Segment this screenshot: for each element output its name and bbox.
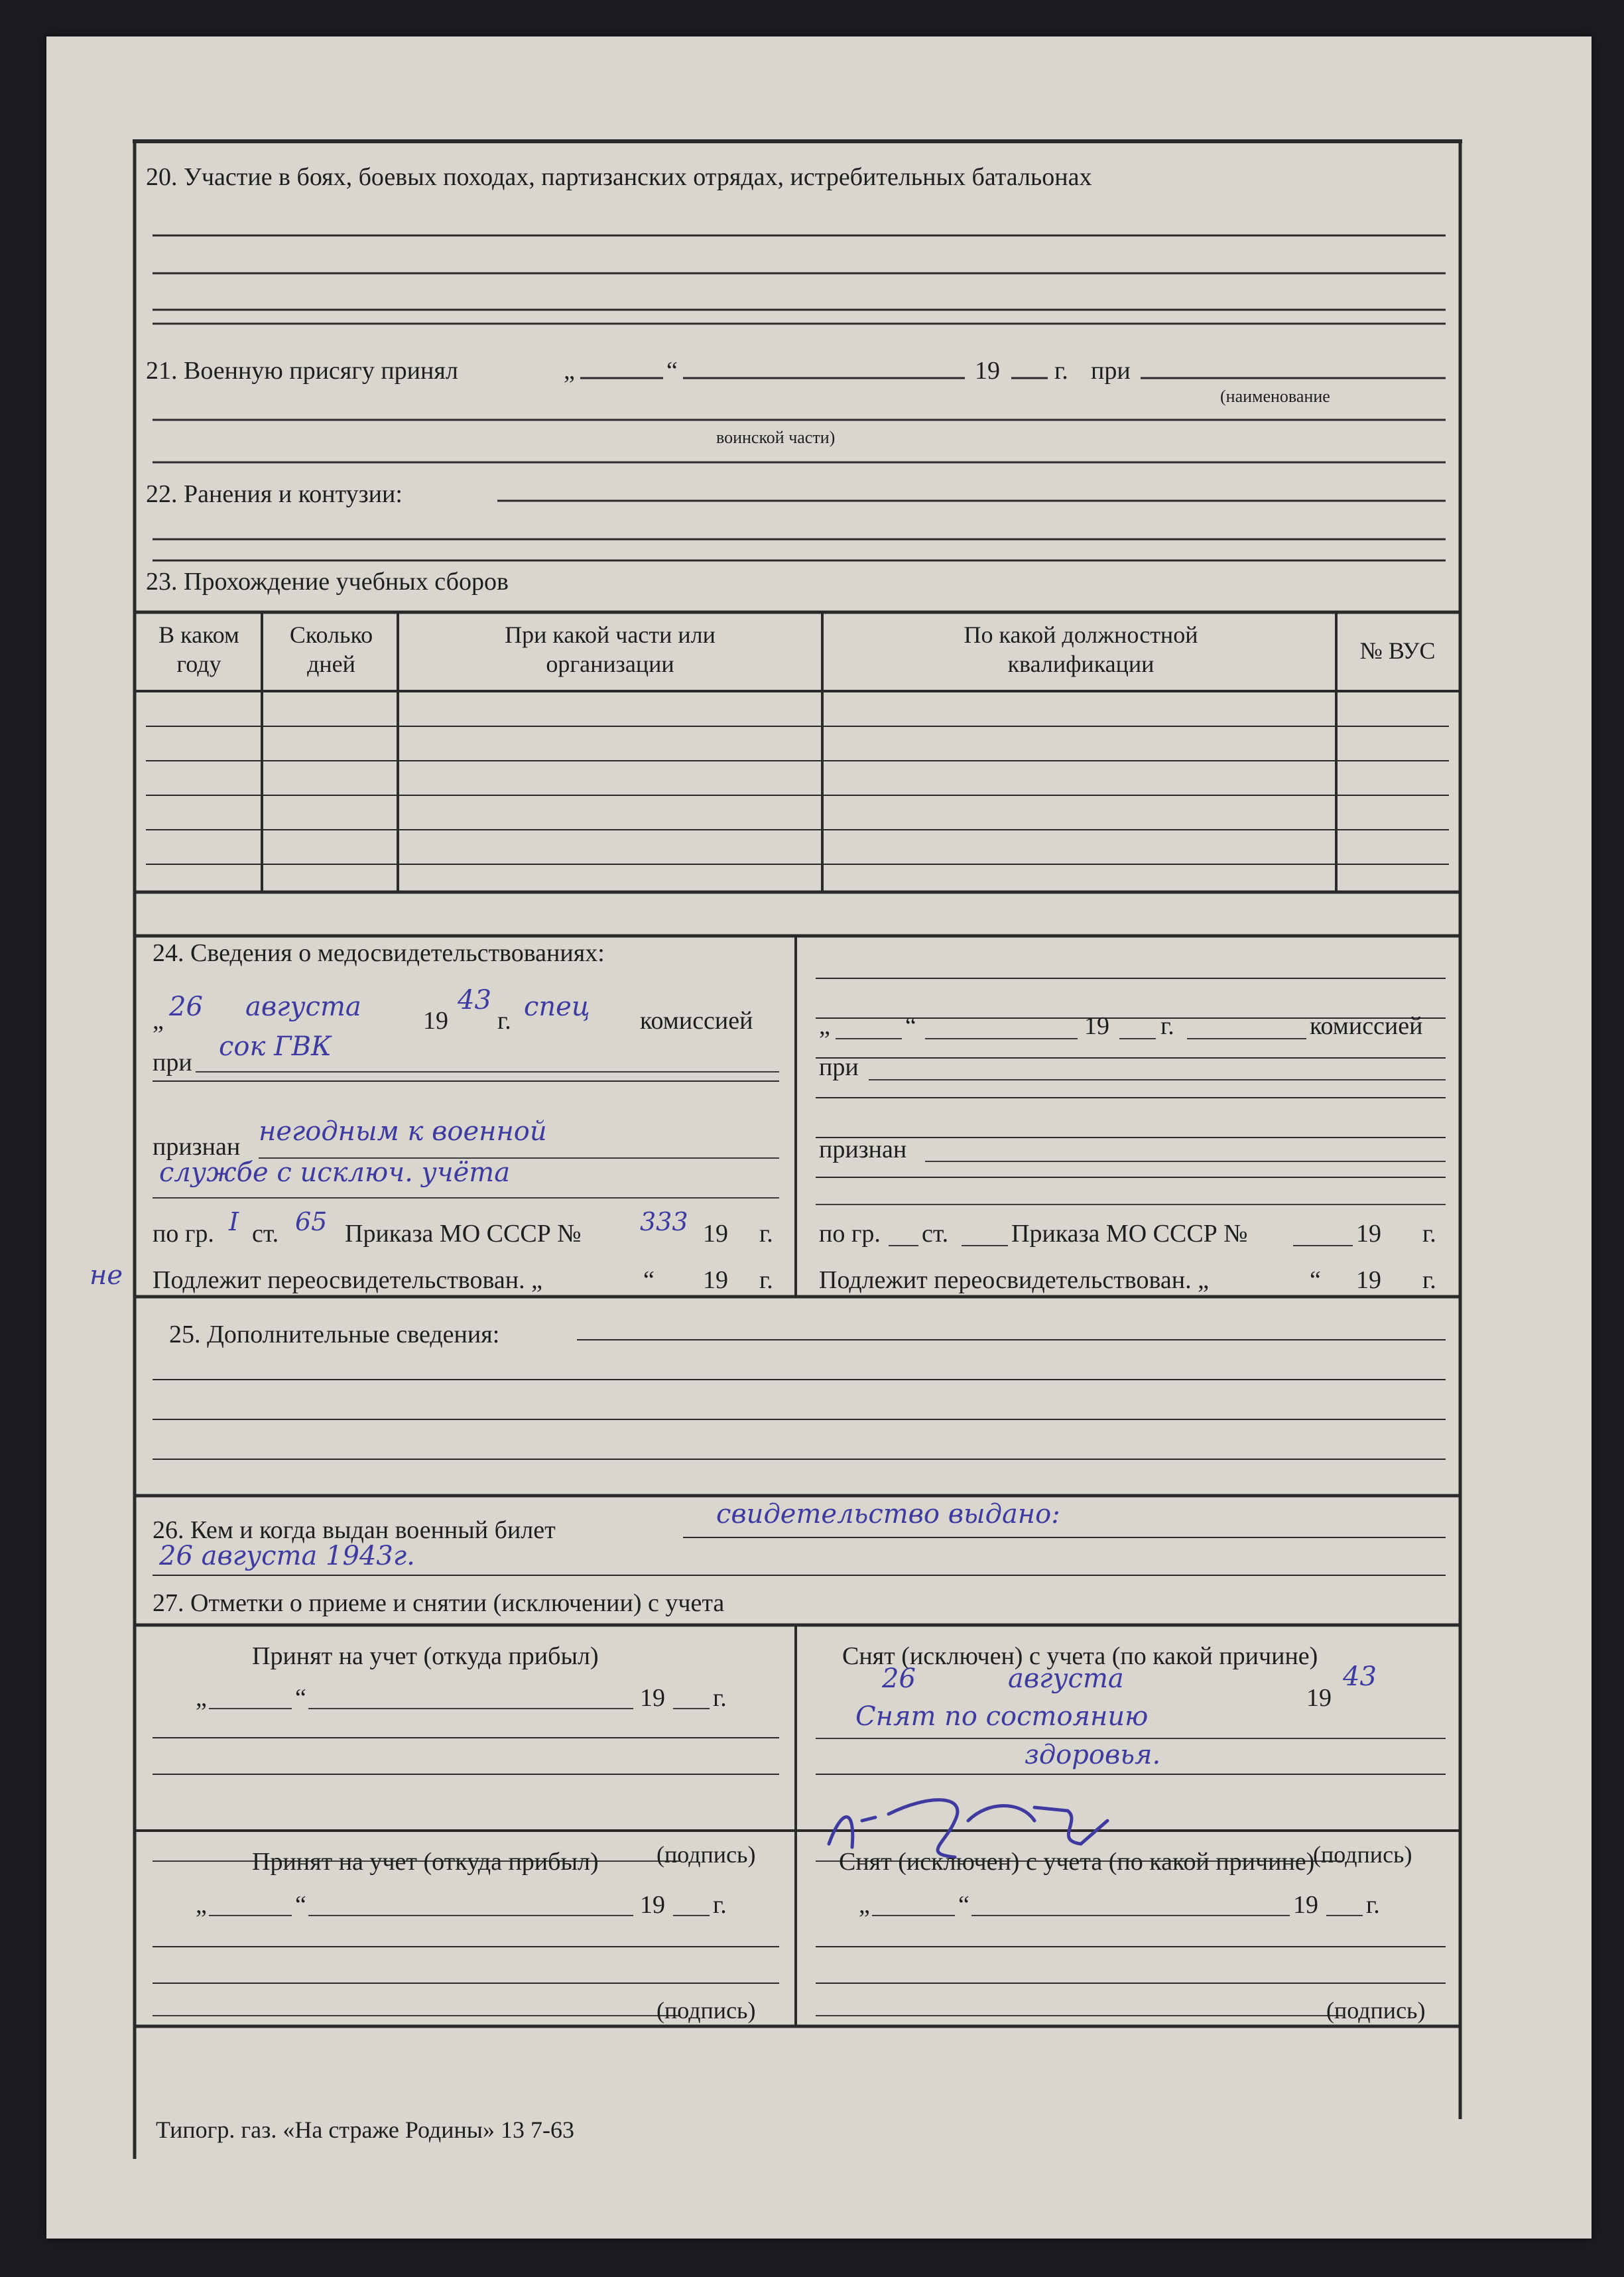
med2-order-year: 19 [1356,1220,1381,1248]
med-pri-value: сок ГВК [219,1031,332,1062]
accept-title-1: Принят на учет (откуда прибыл) [252,1642,599,1670]
med-year: 43 [458,985,491,1015]
section-22-label: 22. Ранения и контузии: [146,480,403,508]
col-unit: При какой части или организации [505,621,716,677]
remove1-day: 26 [882,1663,916,1694]
accept1-signature: (подпись) [656,1841,756,1868]
med-po-gr: по гр. [153,1220,214,1248]
section-21-label: 21. Военную присягу принял [146,357,458,385]
med2-priznan: признан [819,1136,907,1163]
med-year-suffix: г. [497,1007,511,1035]
remove2-g: г. [1366,1891,1380,1919]
remove1-year-prefix: 19 [1306,1684,1332,1712]
oath-unit-note-a: (наименование [1220,387,1330,406]
remove2-year: 19 [1293,1891,1318,1919]
med2-g: г. [1160,1012,1174,1040]
remove2-quote-close: “ [958,1891,969,1919]
accept2-year: 19 [640,1891,665,1919]
ticket-hand-line1: свидетельство выдано: [716,1499,1060,1529]
oath-year-suffix: г. [1054,357,1068,385]
section-20-label: 20. Участие в боях, боевых походах, партизанских отрядах, истребительных батальонах [146,163,1092,191]
oath-unit-label: при [1091,357,1131,385]
remove1-reason-2: здоровья. [1025,1740,1161,1770]
med-quote-open: „ [153,1007,164,1035]
med2-order-g: г. [1422,1220,1436,1248]
section-25-label: 25. Дополнительные сведения: [169,1321,500,1348]
med-order-g: г. [759,1220,773,1248]
oath-year-prefix: 19 [975,357,1000,385]
remove2-quote-open: „ [859,1891,870,1919]
med2-year: 19 [1084,1012,1109,1040]
col-qualification: По какой должностной квалификации [964,621,1198,677]
med2-quote-close: “ [905,1012,916,1040]
remove2-signature: (подпись) [1326,1997,1426,2024]
med-commission-kind: спец [524,992,590,1022]
med-verdict-line1: негодным к военной [259,1116,547,1147]
med2-reexam-quote: “ [1310,1266,1321,1294]
section-27-label: 27. Отметки о приеме и снятии (исключении) с учета [153,1589,725,1617]
med-reexam-label: Подлежит переосвидетельствован. „ [153,1266,542,1294]
accept2-quote-close: “ [295,1891,306,1919]
accept1-g: г. [713,1684,727,1712]
section-23-label: 23. Прохождение учебных сборов [146,568,509,596]
med-order-no: 333 [640,1207,688,1236]
med2-reexam-year: 19 [1356,1266,1381,1294]
med-order-label: Приказа МО СССР № [345,1220,582,1248]
med-reexam-g: г. [759,1266,773,1294]
med-priznan-label: признан [153,1133,241,1161]
med2-pri: при [819,1053,859,1081]
oath-unit-note-b: воинской части) [716,428,836,447]
med-year-prefix: 19 [423,1007,448,1035]
med-day: 26 [169,992,203,1022]
accept1-quote-close: “ [295,1684,306,1712]
remove1-year: 43 [1343,1661,1377,1692]
med-margin-note: не [90,1260,123,1291]
med-reexam-quote: “ [643,1266,655,1294]
med-gr-value: I [229,1207,239,1236]
remove1-signature: (подпись) [1313,1841,1412,1868]
med2-reexam: Подлежит переосвидетельствован. „ [819,1266,1209,1294]
accept1-quote-open: „ [196,1684,207,1712]
med-reexam-year: 19 [703,1266,728,1294]
med2-order: Приказа МО СССР № [1011,1220,1248,1248]
accept2-signature: (подпись) [656,1997,756,2024]
med-month: августа [245,992,361,1022]
remove1-month: августа [1008,1663,1124,1694]
accept-title-2: Принят на учет (откуда прибыл) [252,1848,599,1876]
med2-commission: комиссией [1310,1012,1423,1040]
col-days: Сколько дней [289,621,373,677]
med2-st: ст. [922,1220,949,1248]
registration-card [46,36,1592,2239]
remove-title-2: Снят (исключен) с учета (по какой причине) [839,1848,1315,1876]
col-year: В каком году [158,621,239,677]
section-24-label: 24. Сведения о медосвидетельствованиях: [153,939,605,967]
accept1-year: 19 [640,1684,665,1712]
accept2-quote-open: „ [196,1891,207,1919]
med-order-year: 19 [703,1220,728,1248]
med2-reexam-g: г. [1422,1266,1436,1294]
remove-title-1: Снят (исключен) с учета (по какой причине) [842,1642,1318,1670]
med-st-value: 65 [295,1207,328,1236]
col-vus: № ВУС [1359,637,1436,664]
oath-quote-open: „ [564,357,575,385]
ticket-hand-line2: 26 августа 1943г. [159,1541,415,1571]
footer-imprint: Типогр. газ. «На страже Родины» 13 7-63 [156,2116,574,2143]
med-commission-label: комиссией [640,1007,753,1035]
med2-quote-open: „ [819,1012,830,1040]
oath-quote-close: “ [666,357,678,385]
section-26-label: 26. Кем и когда выдан военный билет [153,1516,556,1544]
accept2-g: г. [713,1891,727,1919]
remove1-reason-1: Снят по состоянию [855,1701,1149,1732]
med2-po-gr: по гр. [819,1220,881,1248]
med-verdict-line2: службе с исключ. учёта [159,1157,511,1188]
med-st-label: ст. [252,1220,279,1248]
med-pri-label: при [153,1049,192,1076]
